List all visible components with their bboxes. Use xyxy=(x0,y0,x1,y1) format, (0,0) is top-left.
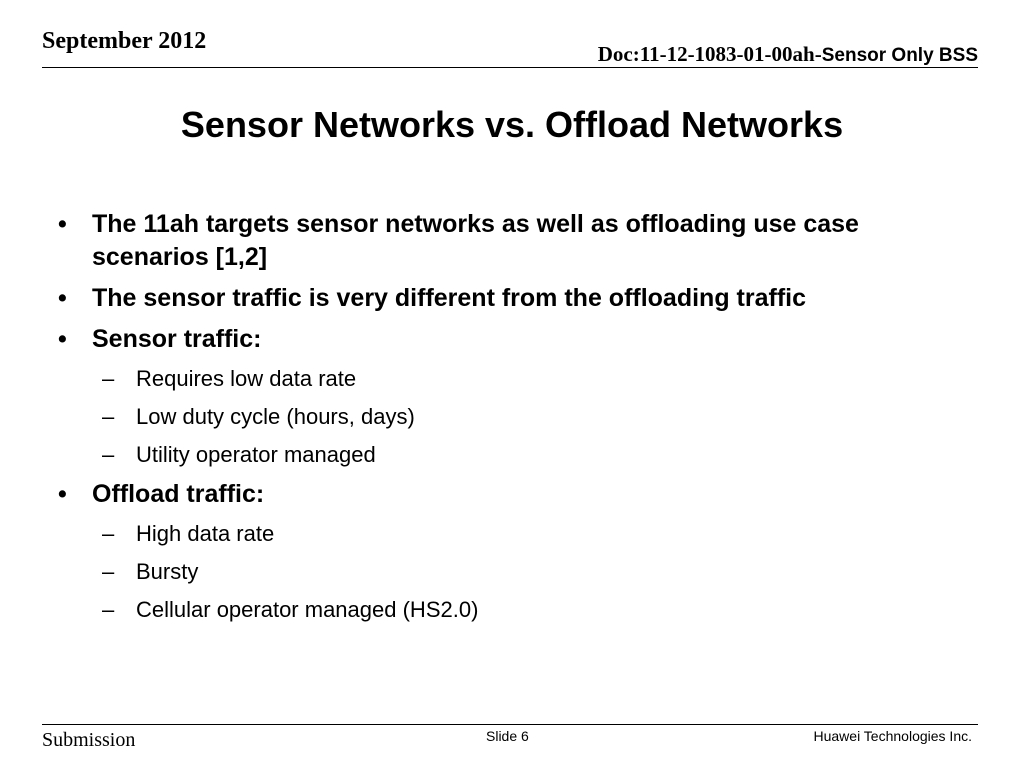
sub-bullet-item xyxy=(56,519,976,549)
sub-bullet-marker: – xyxy=(102,404,115,429)
bullet-text: The 11ah targets sensor networks as well as offloading use case scenarios [1,2] xyxy=(92,210,859,271)
sub-bullet-text: Low duty cycle (hours, days) xyxy=(136,404,415,429)
bullet-item xyxy=(56,478,976,511)
header-doc-reference xyxy=(598,42,978,67)
bullet-marker: • xyxy=(58,480,67,508)
bullet-marker: • xyxy=(58,325,67,353)
sub-bullet-text: Bursty xyxy=(136,559,199,584)
sub-bullet-marker: – xyxy=(102,559,115,584)
bullet-item xyxy=(56,282,976,315)
bullet-marker: • xyxy=(58,284,67,312)
sub-bullet-marker: – xyxy=(102,521,115,546)
sub-bullet-text: High data rate xyxy=(136,521,275,546)
sub-bullet-text: Requires low data rate xyxy=(136,366,357,391)
footer-submission: Submission xyxy=(42,729,136,751)
sub-bullet-marker: – xyxy=(102,442,115,467)
sub-bullet-item xyxy=(56,440,976,470)
slide-title: Sensor Networks vs. Offload Networks xyxy=(180,104,844,145)
sub-bullet-item xyxy=(56,402,976,432)
sub-bullet-item xyxy=(56,364,976,394)
sub-bullet-item xyxy=(56,595,976,625)
footer-company: Huawei Technologies Inc. xyxy=(813,728,972,744)
doc-subject: Sensor Only BSS xyxy=(821,45,978,66)
sub-bullet-marker: – xyxy=(102,597,115,622)
sub-bullet-item xyxy=(56,557,976,587)
header-rule xyxy=(42,67,978,68)
footer-rule xyxy=(42,724,978,725)
footer-slide-number: Slide 6 xyxy=(486,728,529,744)
header-date: September 2012 xyxy=(42,28,207,54)
sub-bullet-text: Utility operator managed xyxy=(136,442,376,467)
slide-body xyxy=(56,208,976,633)
bullet-text: Sensor traffic: xyxy=(92,325,262,353)
bullet-marker: • xyxy=(58,210,67,238)
bullet-item xyxy=(56,208,976,274)
sub-bullet-marker: – xyxy=(102,366,115,391)
bullet-item xyxy=(56,323,976,356)
doc-id: Doc:11-12-1083-01-00ah- xyxy=(597,42,822,66)
bullet-text: The sensor traffic is very different from the offloading traffic xyxy=(92,284,807,312)
bullet-text: Offload traffic: xyxy=(92,480,265,508)
sub-bullet-text: Cellular operator managed (HS2.0) xyxy=(136,597,479,622)
